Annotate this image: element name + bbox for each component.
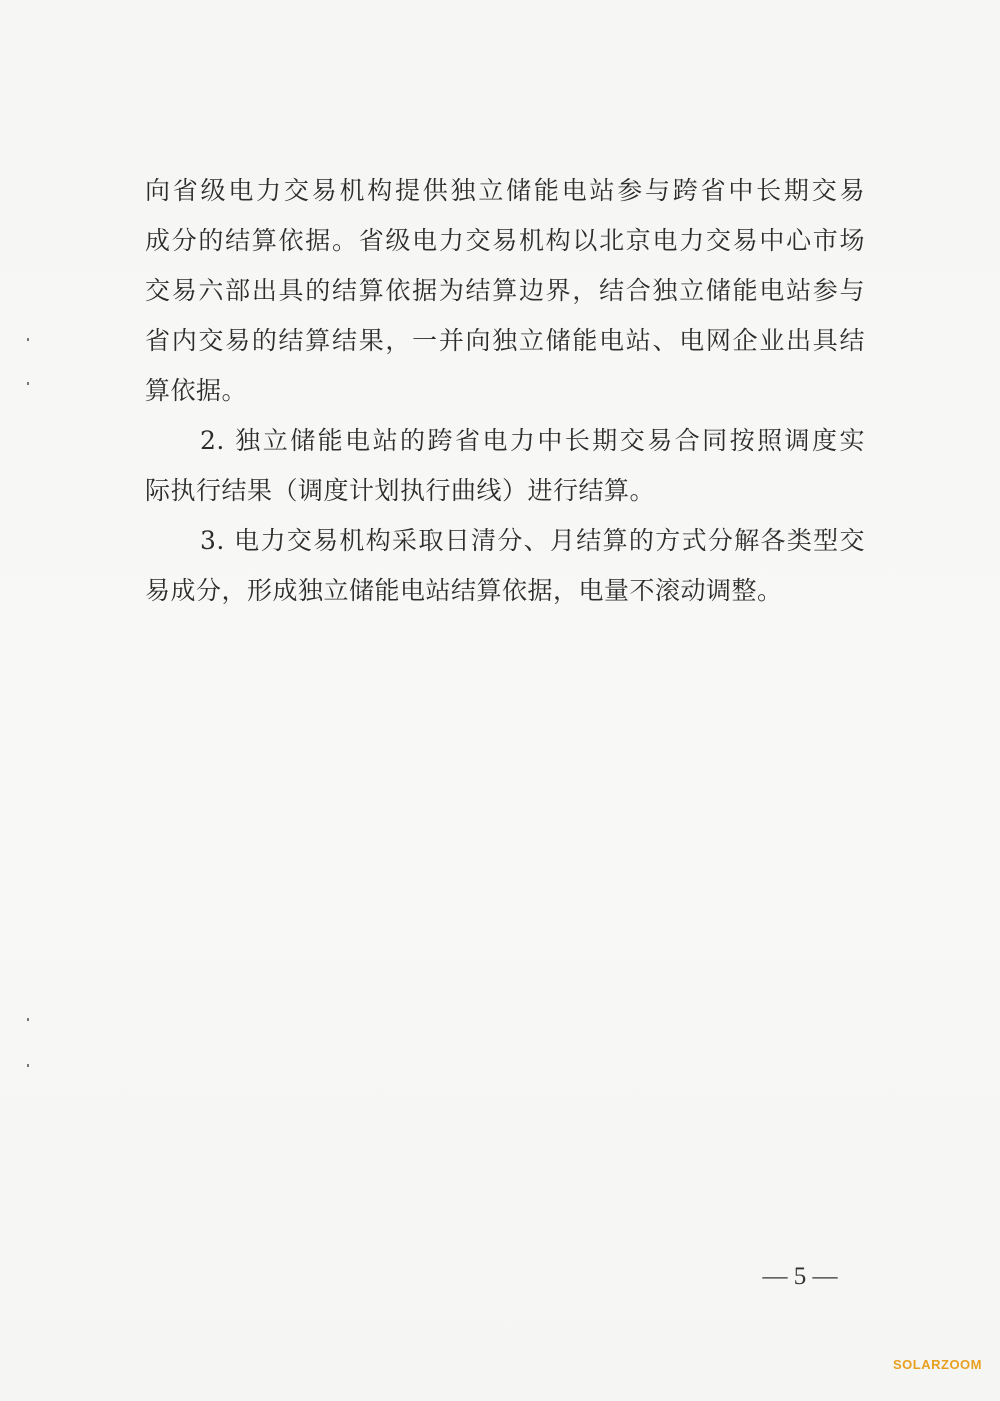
- watermark-logo: SOLARZOOM: [893, 1357, 982, 1372]
- margin-mark: [27, 338, 29, 341]
- text-line: 算依据。: [145, 376, 248, 405]
- text-line: 易成分，形成独立储能电站结算依据，电量不滚动调整。: [145, 576, 783, 605]
- text-line: 2. 独立储能电站的跨省电力中长期交易合同按照调度实: [200, 426, 865, 455]
- margin-mark: [27, 1018, 29, 1021]
- page-number: — 5 —: [762, 1263, 838, 1290]
- text-line: 成分的结算依据。省级电力交易机构以北京电力交易中心市场: [145, 226, 865, 255]
- text-line: 省内交易的结算结果，一并向独立储能电站、电网企业出具结: [145, 326, 865, 355]
- text-line: 交易六部出具的结算依据为结算边界，结合独立储能电站参与: [145, 276, 865, 305]
- document-body: [145, 166, 865, 616]
- text-line: 际执行结果（调度计划执行曲线）进行结算。: [145, 476, 656, 505]
- margin-mark: [27, 382, 29, 385]
- text-line: 3. 电力交易机构采取日清分、月结算的方式分解各类型交: [200, 526, 865, 555]
- margin-mark: [27, 1064, 29, 1067]
- text-line: 向省级电力交易机构提供独立储能电站参与跨省中长期交易: [145, 176, 865, 205]
